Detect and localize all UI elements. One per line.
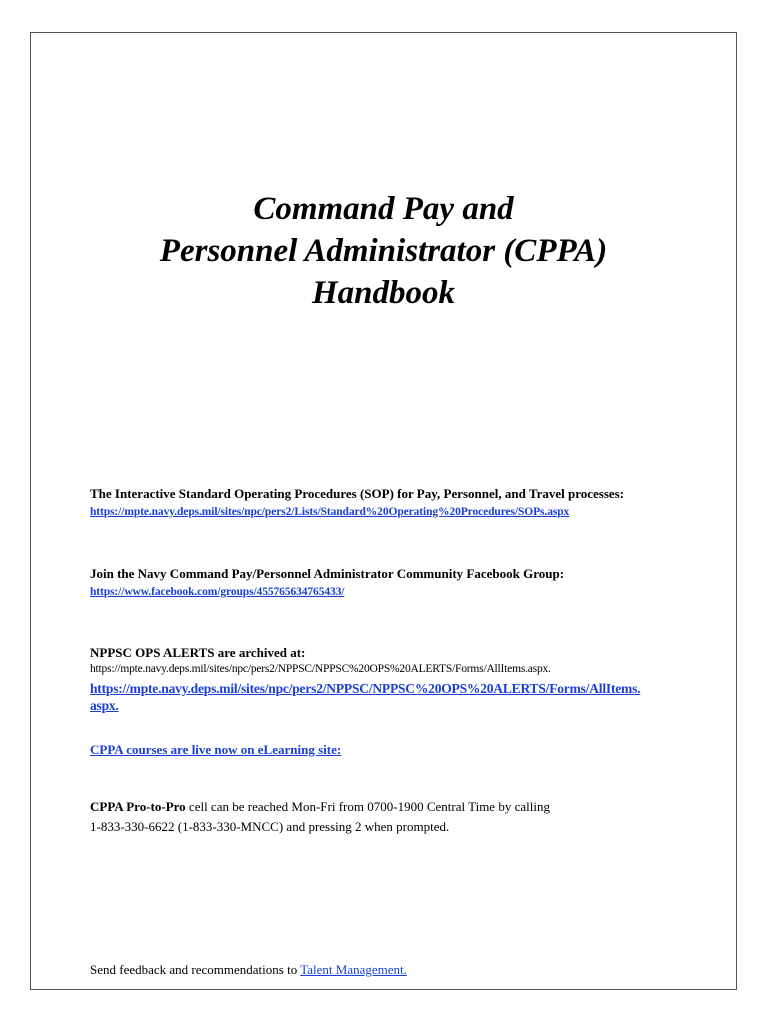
- title-line-2: Personnel Administrator (CPPA): [159, 233, 608, 269]
- facebook-link[interactable]: https://www.facebook.com/groups/455765634765433/: [90, 586, 345, 598]
- facebook-section: [90, 565, 710, 601]
- title-line-3: Handbook: [311, 275, 456, 311]
- protopro-text-2: 1-833-330-6622 (1-833-330-MNCC) and pressing 2 when prompted.: [90, 819, 450, 834]
- alerts-plain-url: https://mpte.navy.deps.mil/sites/npc/pers2/NPPSC/NPPSC%20OPS%20ALERTS/Forms/AllItems.aspx.: [90, 663, 551, 675]
- courses-section: [90, 741, 710, 758]
- document-title: [30, 188, 737, 314]
- alerts-link[interactable]: [90, 681, 640, 713]
- feedback-text: Send feedback and recommendations to: [90, 962, 301, 977]
- facebook-heading: Join the Navy Command Pay/Personnel Administrator Community Facebook Group:: [90, 566, 565, 581]
- alerts-heading: NPPSC OPS ALERTS are archived at:: [90, 645, 306, 660]
- sop-section: [90, 485, 710, 521]
- alerts-section: [90, 644, 710, 714]
- alerts-link-line-2: aspx.: [90, 698, 119, 713]
- sop-link[interactable]: https://mpte.navy.deps.mil/sites/npc/pers2/Lists/Standard%20Operating%20Procedures/SOPs.aspx: [90, 506, 570, 518]
- protopro-name: CPPA Pro-to-Pro: [90, 799, 186, 814]
- protopro-text-1: cell can be reached Mon-Fri from 0700-1900 Central Time by calling: [185, 799, 550, 814]
- sop-heading: The Interactive Standard Operating Procedures (SOP) for Pay, Personnel, and Travel processes:: [90, 486, 625, 501]
- title-line-1: Command Pay and: [253, 191, 514, 227]
- feedback-section: [90, 961, 710, 978]
- courses-link[interactable]: CPPA courses are live now on eLearning site:: [90, 742, 342, 757]
- feedback-link[interactable]: Talent Management.: [300, 962, 407, 977]
- alerts-link-line-1: https://mpte.navy.deps.mil/sites/npc/pers2/NPPSC/NPPSC%20OPS%20ALERTS/Forms/AllItems.: [90, 681, 641, 696]
- protopro-section: [90, 797, 710, 837]
